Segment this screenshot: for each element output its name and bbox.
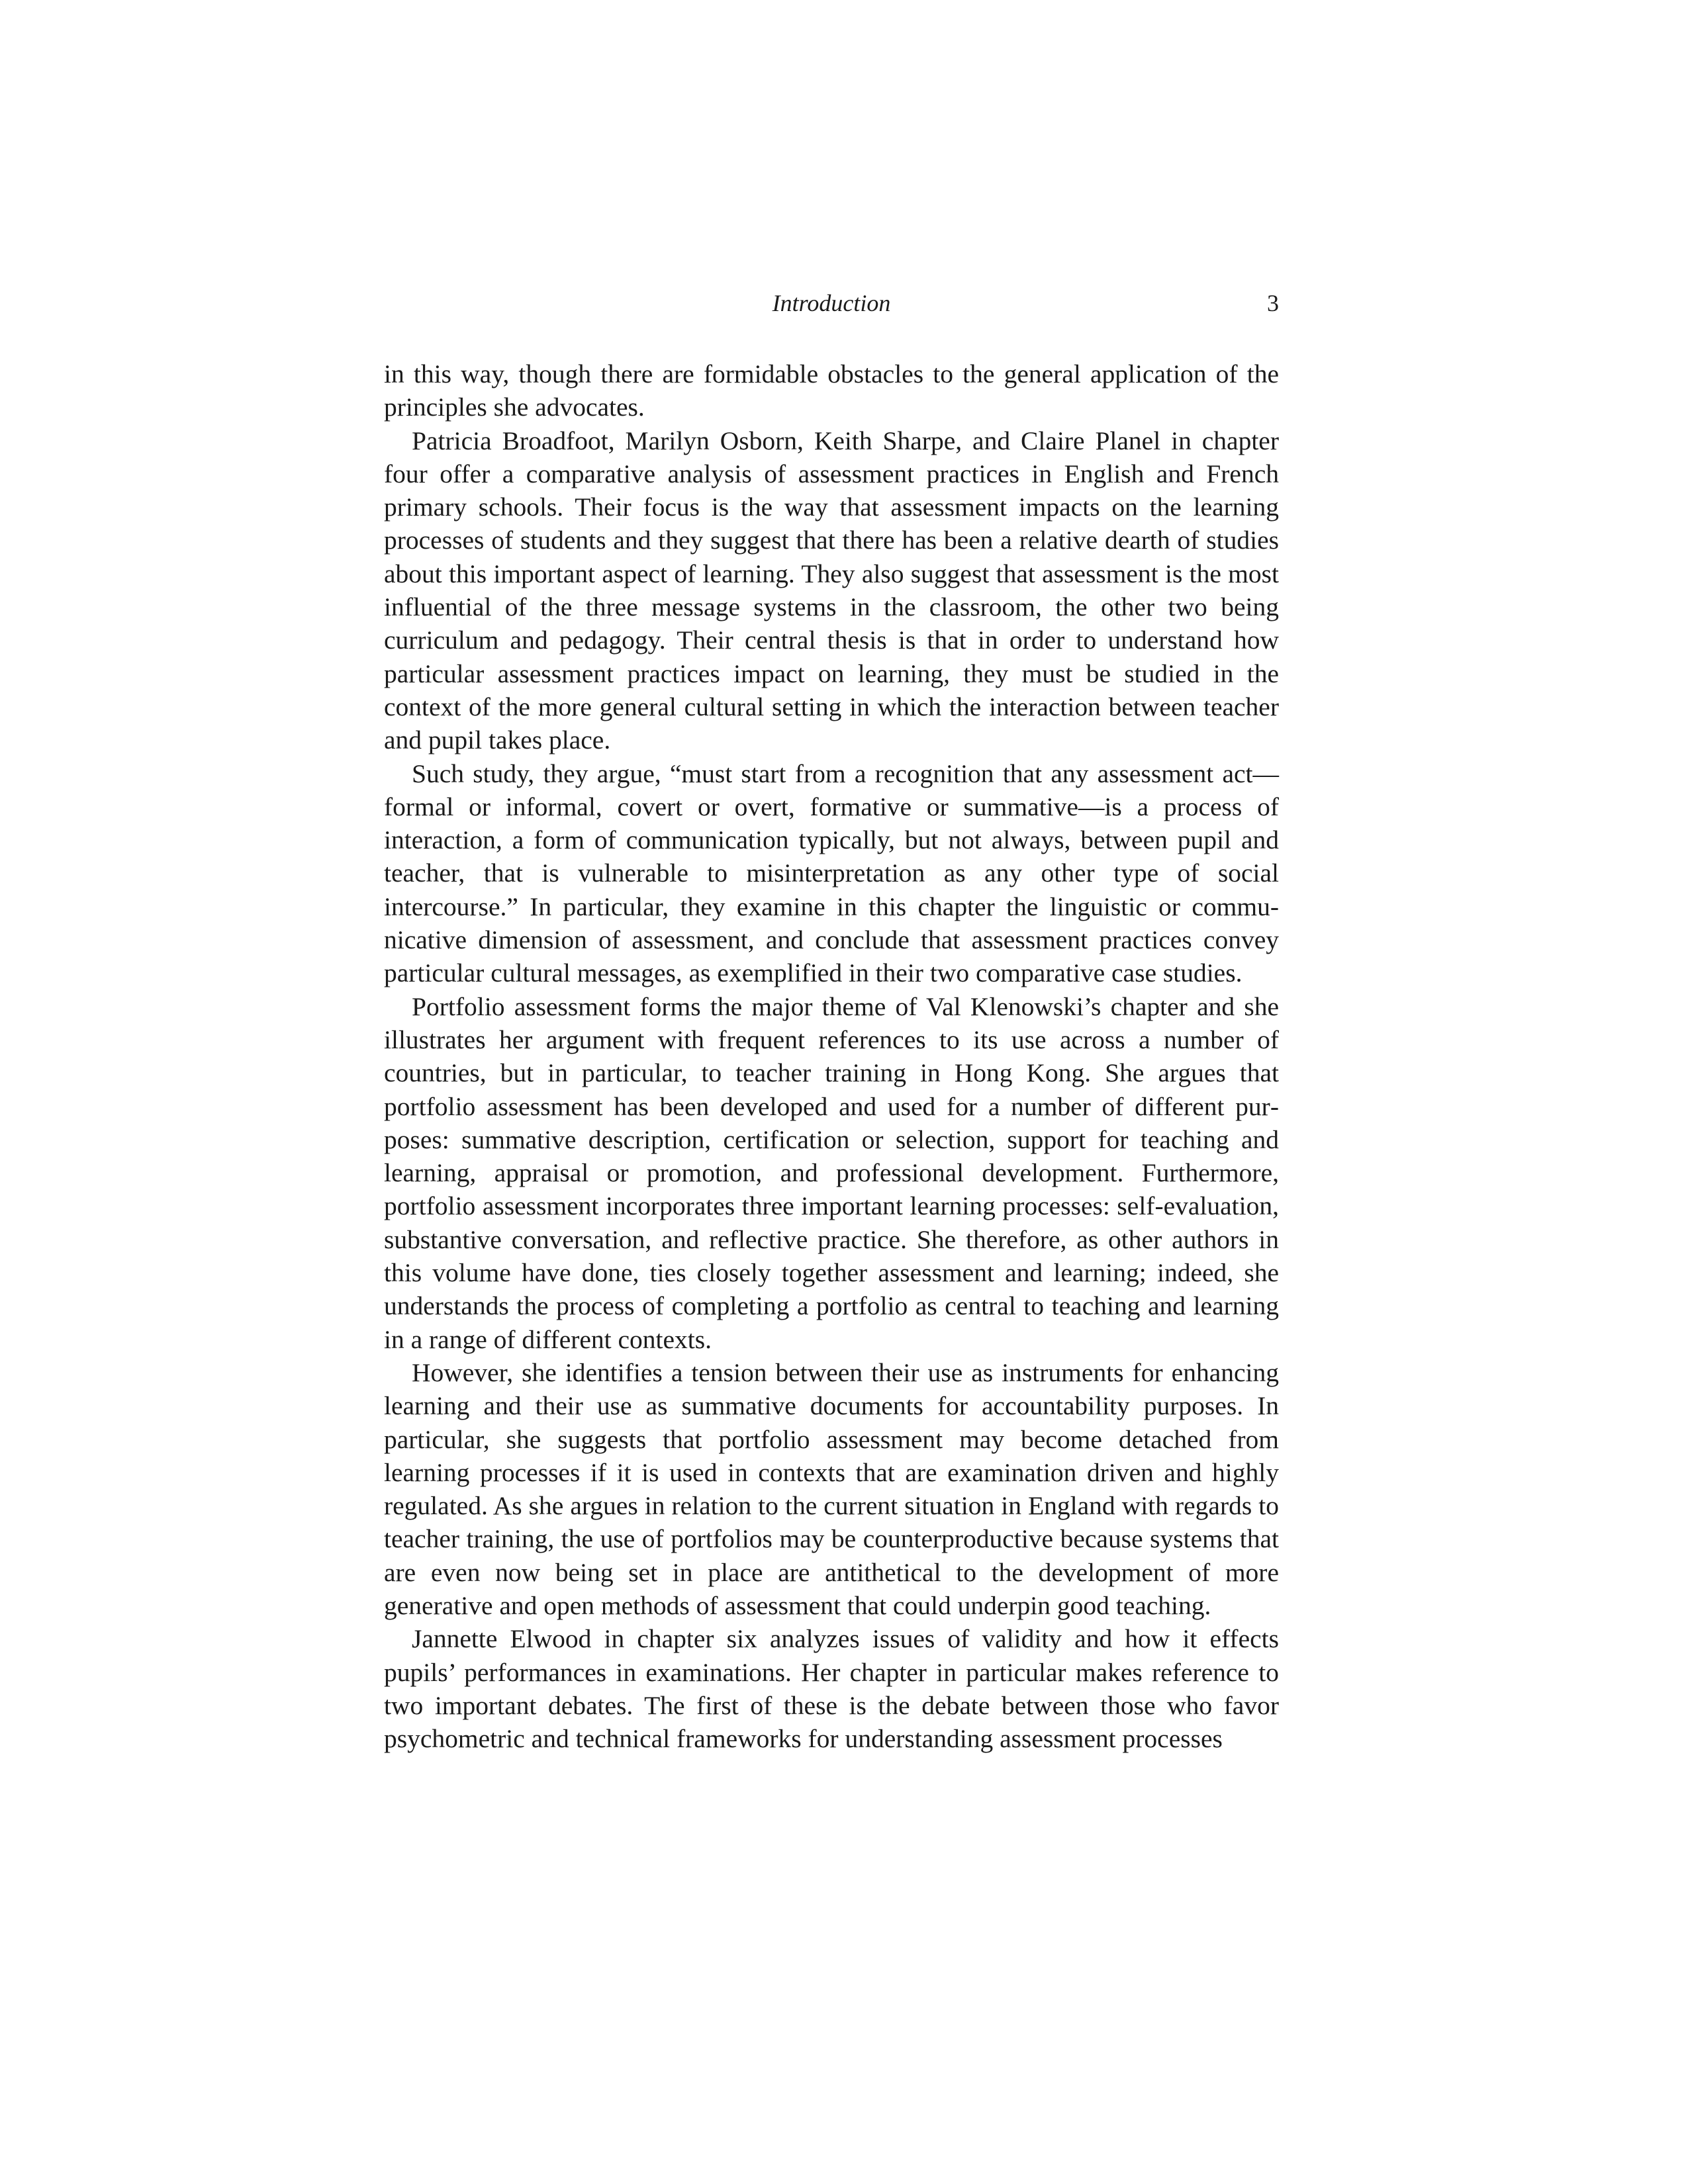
running-head [384, 283, 1279, 323]
paragraph-6: Jannette Elwood in chapter six analyzes issues of validity and how it effects pupils’ performances in examinations. Her chapter in particular makes reference to two important debates. The first of these is the debate between those who favor psychometric and technical frameworks for understanding assessment processes [384, 1624, 1279, 1754]
paragraph-4: Portfolio assessment forms the major theme of Val Klenowski’s chapter and she illustrates her argument with frequent references to its use across a number of countries, but in particular, to teacher training in Hong Kong. She argues that portfolio assessment has been developed and used for a number of different purposes: summative description, certification or selection, support for teaching and learning, appraisal or promotion, and professional development. Furthermore, portfolio assessment incorporates three important learning processes: self-evaluation, substantive conversation, and reflective practice. She therefore, as other authors in this volume have done, ties closely together assessment and learning; indeed, she understands the process of completing a portfolio as central to teaching and learning in a range of different contexts. [384, 991, 1279, 1354]
page-number: 3 [1267, 290, 1279, 316]
paragraph-5: However, she identifies a tension between their use as instruments for enhancing learning and their use as summative documents for accountability purposes. In particular, she suggests that portfolio assessment may become detached from learning processes if it is used in contexts that are examination driven and highly regulated. As she argues in relation to the current situation in England with regards to teacher training, the use of portfolios may be counterproductive because systems that are even now being set in place are antithetical to the development of more generative and open methods of assessment that could underpin good teaching. [384, 1357, 1279, 1620]
paragraph-3: Such study, they argue, “must start from a recognition that any assessment act—formal or informal, covert or overt, formative or summative—is a process of interaction, a form of communication typically, but not always, between pupil and teacher, that is vulnerable to misinterpretation as any other type of social intercourse.” In particular, they examine in this chapter the linguistic or communicative dimension of assessment, and conclude that assessment practices convey particular cultural messages, as exemplified in their two comparative case studies. [384, 758, 1279, 988]
running-title: Introduction [772, 290, 891, 316]
body-text [384, 357, 1279, 1755]
paragraph-1: in this way, though there are formidable obstacles to the general application of the principles she advocates. [384, 359, 1279, 422]
paragraph-2: Patricia Broadfoot, Marilyn Osborn, Keith Sharpe, and Claire Planel in chapter four offer a comparative analysis of assessment practices in English and French primary schools. Their focus is the way that assessment impacts on the learning processes of students and they suggest that there has been a relative dearth of studies about this important aspect of learning. They also suggest that assessment is the most influential of the three message systems in the classroom, the other two being curriculum and pedagogy. Their central thesis is that in order to understand how particular assessment practices impact on learning, they must be studied in the context of the more general cultural setting in which the interaction between teacher and pupil takes place. [384, 426, 1279, 755]
